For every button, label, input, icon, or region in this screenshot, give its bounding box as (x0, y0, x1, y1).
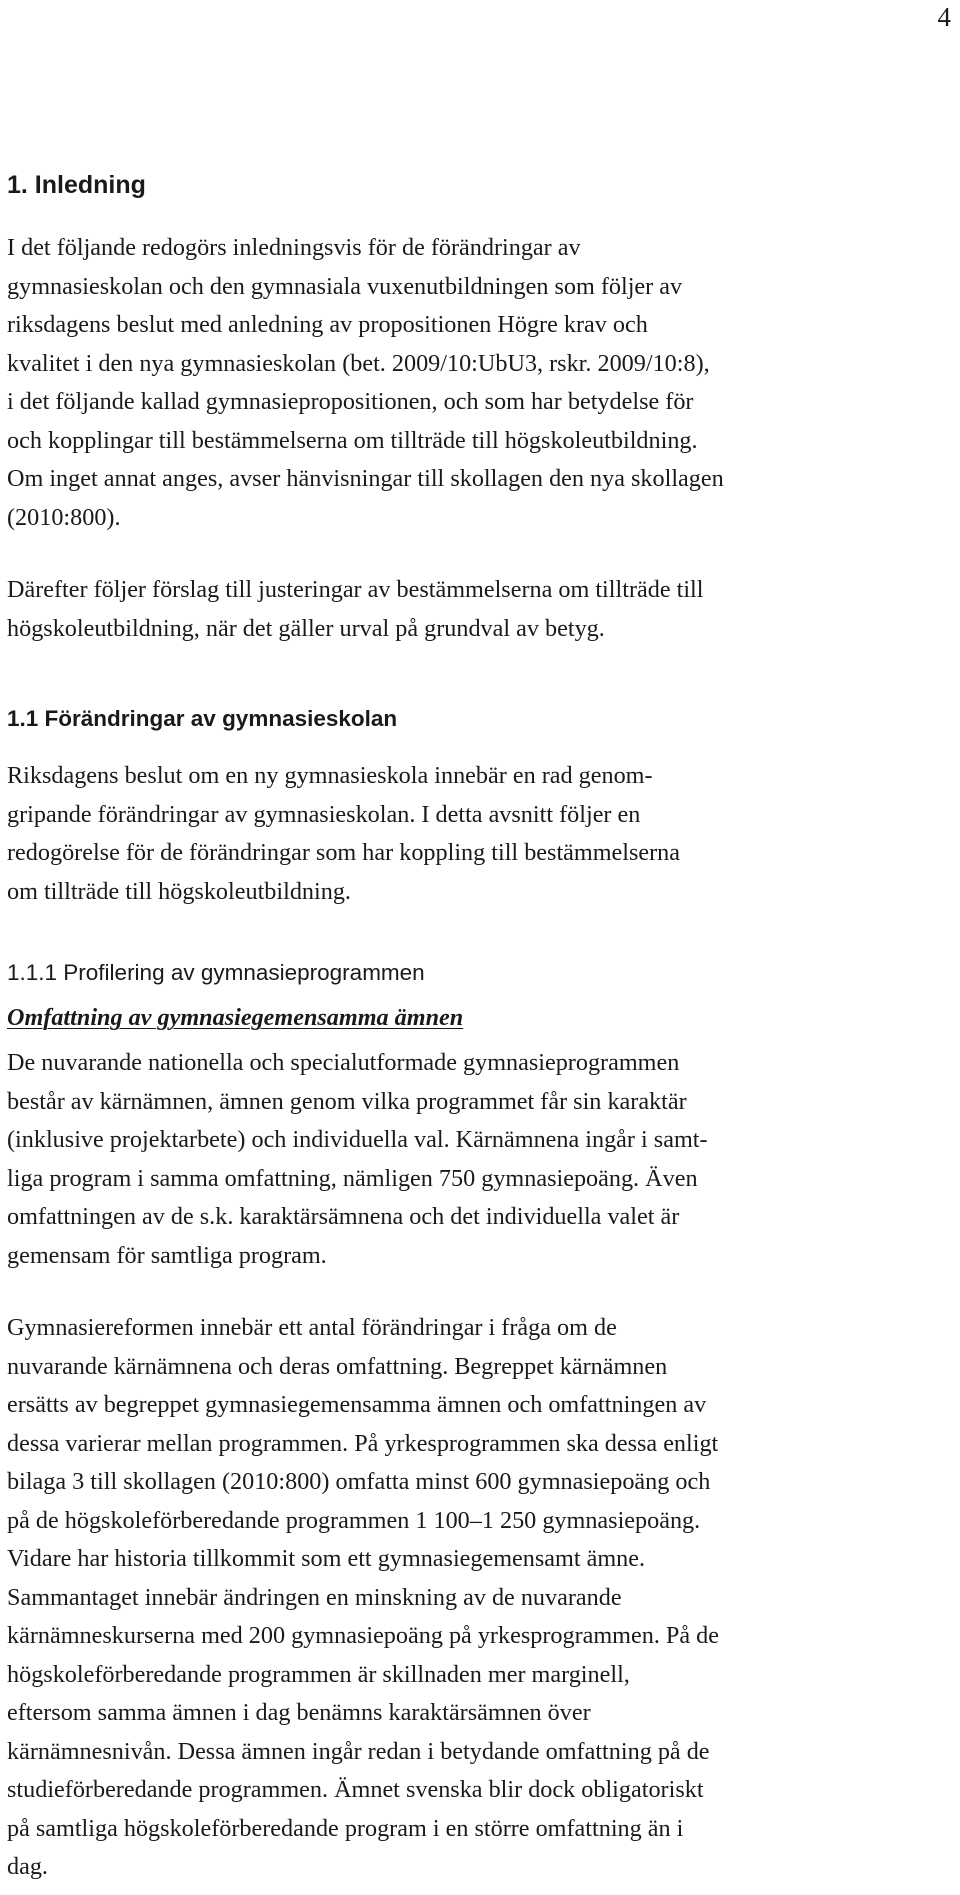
paragraph-intro (7, 229, 724, 537)
text-line: omfattningen av de s.k. karaktärsämnena och det individuella valet är (7, 1203, 680, 1230)
text-line: eftersom samma ämnen i dag benämns karaktärsämnen över (7, 1699, 591, 1726)
text-line: om tillträde till högskoleutbildning. (7, 877, 351, 905)
paragraph-riksdagens-beslut (7, 757, 680, 911)
text-line: Riksdagens beslut om en ny gymnasieskola innebär en rad genom- (7, 762, 653, 789)
text-line: kvalitet i den nya gymnasieskolan (bet. 2009/10:UbU3, rskr. 2009/10:8), (7, 349, 710, 377)
text-line: liga program i samma omfattning, nämligen 750 gymnasiepoäng. Även (7, 1164, 698, 1192)
text-line: studieförberedande programmen. Ämnet svenska blir dock obligatoriskt (7, 1776, 704, 1803)
text-line: gymnasieskolan och den gymnasiala vuxenutbildningen som följer av (7, 272, 683, 300)
text-line: De nuvarande nationella och specialutformade gymnasieprogrammen (7, 1049, 680, 1076)
paragraph-gymnasiereformen (7, 1309, 719, 1887)
text-line: riksdagens beslut med anledning av propositionen Högre krav och (7, 311, 648, 338)
text-line: nuvarande kärnämnena och deras omfattning. Begreppet kärnämnen (7, 1352, 668, 1380)
text-line: kärnämneskurserna med 200 gymnasiepoäng på yrkesprogrammen. På de (7, 1622, 719, 1649)
text-line: högskoleutbildning, när det gäller urval på grundval av betyg. (7, 614, 605, 642)
text-line: Gymnasiereformen innebär ett antal förändringar i fråga om de (7, 1314, 617, 1341)
text-line: gemensam för samtliga program. (7, 1241, 327, 1269)
paragraph-proposals (7, 571, 704, 648)
text-line: Sammantaget innebär ändringen en minskning av de nuvarande (7, 1583, 622, 1611)
subsection-heading-forandringar: 1.1 Förändringar av gymnasieskolan (7, 706, 398, 731)
text-line: Därefter följer förslag till justeringar av bestämmelserna om tillträde till (7, 576, 704, 603)
text-line: (inklusive projektarbete) och individuella val. Kärnämnena ingår i samt- (7, 1126, 708, 1153)
page-number: 4 (937, 2, 951, 32)
text-line: (2010:800). (7, 503, 121, 531)
text-line: I det följande redogörs inledningsvis för de förändringar av (7, 234, 581, 261)
text-line: består av kärnämnen, ämnen genom vilka programmet får sin karaktär (7, 1087, 687, 1115)
text-line: på samtliga högskoleförberedande program i en större omfattning än i (7, 1814, 684, 1842)
section-heading-inledning: 1. Inledning (7, 171, 146, 199)
text-line: dag. (7, 1853, 48, 1880)
text-line: Om inget annat anges, avser hänvisningar till skollagen den nya skollagen (7, 465, 724, 492)
text-line: på de högskoleförberedande programmen 1 100–1 250 gymnasiepoäng. (7, 1506, 701, 1534)
text-line: Vidare har historia tillkommit som ett gymnasiegemensamt ämne. (7, 1545, 646, 1572)
text-line: högskoleförberedande programmen är skillnaden mer marginell, (7, 1660, 630, 1688)
topic-heading-omfattning: Omfattning av gymnasiegemensamma ämnen (7, 1004, 464, 1031)
text-line: dessa varierar mellan programmen. På yrkesprogrammen ska dessa enligt (7, 1429, 719, 1457)
text-line: gripande förändringar av gymnasieskolan. I detta avsnitt följer en (7, 800, 641, 828)
text-line: redogörelse för de förändringar som har koppling till bestämmelserna (7, 839, 681, 866)
text-line: bilaga 3 till skollagen (2010:800) omfatta minst 600 gymnasiepoäng och (7, 1468, 711, 1495)
subsubsection-heading-profilering: 1.1.1 Profilering av gymnasieprogrammen (7, 960, 425, 985)
text-line: i det följande kallad gymnasiepropositionen, och som har betydelse för (7, 388, 694, 415)
text-line: och kopplingar till bestämmelserna om tillträde till högskoleutbildning. (7, 426, 698, 454)
paragraph-nuvarande-program (7, 1044, 708, 1275)
text-line: ersätts av begreppet gymnasiegemensamma ämnen och omfattningen av (7, 1391, 707, 1418)
text-line: kärnämnesnivån. Dessa ämnen ingår redan i betydande omfattning på de (7, 1737, 710, 1765)
